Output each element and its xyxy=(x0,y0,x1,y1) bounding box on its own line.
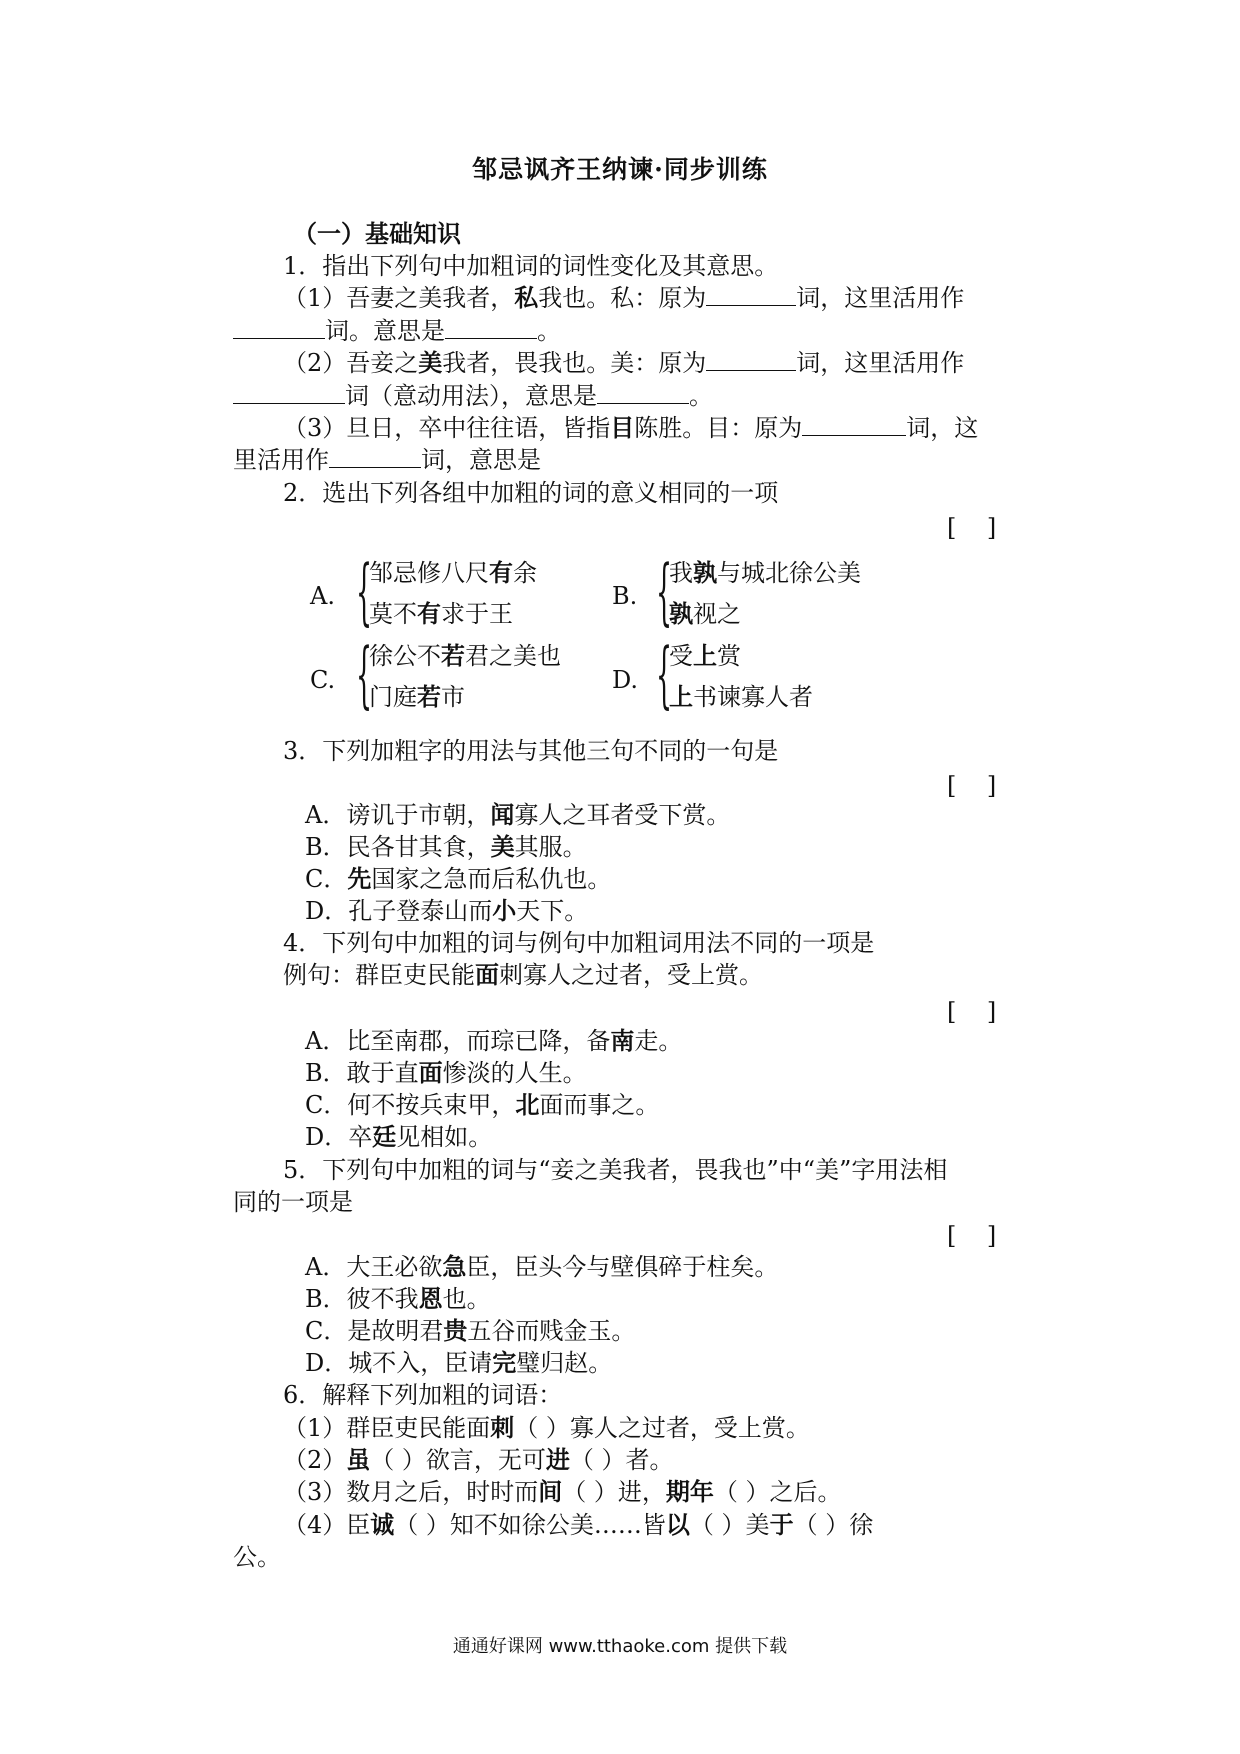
q2-stem: 2．选出下列各组中加粗的词的意义相同的一项 xyxy=(283,479,779,507)
bold-word: 期年 xyxy=(665,1477,714,1506)
fill-blank[interactable] xyxy=(233,316,325,339)
fill-blank[interactable] xyxy=(329,445,421,468)
q6-item-1 xyxy=(283,1413,810,1443)
q2-option-d-label: D. xyxy=(612,666,639,694)
text: 我 xyxy=(669,559,693,587)
text: 。 xyxy=(537,317,561,345)
q6-item-3 xyxy=(283,1477,842,1507)
q1-sub2-line2 xyxy=(233,381,713,411)
text: 求于王 xyxy=(441,600,513,628)
text: 璧归赵。 xyxy=(516,1349,613,1377)
text: 余 xyxy=(513,559,537,587)
bold-word: 小 xyxy=(492,896,517,925)
q4-option-a[interactable] xyxy=(305,1026,682,1056)
fill-blank[interactable] xyxy=(597,381,689,404)
text: 里活用作 xyxy=(233,446,329,474)
text: C．是故明君 xyxy=(305,1317,444,1345)
q2-option-b-line1 xyxy=(669,558,861,588)
q3-stem: 3．下列加粗字的用法与其他三句不同的一句是 xyxy=(283,737,779,765)
text: 受 xyxy=(669,642,693,670)
bold-word: 完 xyxy=(492,1348,517,1377)
bold-word: 闻 xyxy=(490,800,515,829)
q5-stem-line1: 5．下列句中加粗的词与“妾之美我者，畏我也”中“美”字用法相 xyxy=(283,1156,948,1184)
bold-word: 目 xyxy=(610,413,635,442)
text: 寡人之耳者受下赏。 xyxy=(514,801,731,829)
q2-option-d-line1 xyxy=(669,641,741,671)
text: A．谤讥于市朝， xyxy=(305,801,491,829)
text: （ ）欲言，无可 xyxy=(370,1446,546,1474)
q3-option-d[interactable] xyxy=(305,896,588,926)
q6-item-4-cont: 公。 xyxy=(233,1543,281,1571)
q6-item-2 xyxy=(283,1445,674,1475)
bold-word: 急 xyxy=(442,1252,467,1281)
left-brace-icon: { xyxy=(656,632,673,716)
text: 君之美也 xyxy=(465,642,561,670)
bold-word: 北 xyxy=(515,1090,540,1119)
text: B．民各甘其食， xyxy=(305,833,491,861)
text: 我也。私：原为 xyxy=(538,284,707,312)
text: 书谏寡人者 xyxy=(693,683,813,711)
bold-word: 虽 xyxy=(346,1445,371,1474)
text: （4）臣 xyxy=(283,1511,371,1539)
text: 词，这里活用作 xyxy=(796,284,965,312)
q4-option-d[interactable] xyxy=(305,1122,492,1152)
text: 刺寡人之过者，受上赏。 xyxy=(499,961,763,989)
q2-option-c-line1 xyxy=(369,641,561,671)
bold-word: 面 xyxy=(475,960,499,989)
q5-option-b[interactable] xyxy=(305,1284,491,1314)
q5-option-c[interactable] xyxy=(305,1316,635,1346)
q3-option-c[interactable] xyxy=(305,864,611,894)
bold-word: 廷 xyxy=(372,1122,397,1151)
answer-bracket[interactable]: [ ] xyxy=(947,998,997,1026)
bold-word: 若 xyxy=(441,641,465,670)
q6-stem: 6．解释下列加粗的词语： xyxy=(283,1381,563,1409)
bold-word: 有 xyxy=(489,558,513,587)
text: （ ）徐 xyxy=(793,1511,874,1539)
text: （1）吾妻之美我者， xyxy=(283,284,515,312)
q1-sub1-line2 xyxy=(233,316,561,346)
text: 邹忌修八尺 xyxy=(369,559,489,587)
q4-option-b[interactable] xyxy=(305,1058,587,1088)
text: （1）群臣吏民能 xyxy=(283,1414,467,1442)
bold-word: 面 xyxy=(418,1058,443,1087)
text: （3）旦日，卒中往往语，皆指 xyxy=(283,414,611,442)
q1-sub3-line2 xyxy=(233,445,541,475)
text: （ ）寡人之过者，受上赏。 xyxy=(514,1414,810,1442)
bold-word: 恩 xyxy=(418,1284,443,1313)
text: 。 xyxy=(689,382,713,410)
text: （ ）者。 xyxy=(569,1446,674,1474)
section-heading: （一）基础知识 xyxy=(293,219,461,248)
text: C．何不按兵束甲， xyxy=(305,1091,516,1119)
text: （3）数月之后，时时而 xyxy=(283,1478,539,1506)
q2-option-a-line2 xyxy=(369,599,513,629)
text: （ ）进， xyxy=(562,1478,666,1506)
fill-blank[interactable] xyxy=(706,283,796,306)
text: 视之 xyxy=(693,600,741,628)
fill-blank[interactable] xyxy=(802,413,906,436)
bold-word: 刺 xyxy=(490,1413,515,1442)
fill-blank[interactable] xyxy=(233,381,345,404)
text: 徐公不 xyxy=(369,642,441,670)
text: 我者，畏我也。美：原为 xyxy=(442,349,707,377)
q2-option-d-line2 xyxy=(669,682,813,712)
q2-option-c-line2 xyxy=(369,682,465,712)
q5-option-d[interactable] xyxy=(305,1348,612,1378)
text: D．城不入，臣请 xyxy=(305,1349,493,1377)
bold-word: 孰 xyxy=(669,599,693,628)
q3-option-b[interactable] xyxy=(305,832,587,862)
text: B．彼不我 xyxy=(305,1285,419,1313)
text: 见相如。 xyxy=(396,1123,493,1151)
bold-word: 间 xyxy=(538,1477,563,1506)
q5-option-a[interactable] xyxy=(305,1252,778,1282)
bold-word: 先 xyxy=(347,864,372,893)
page-title: 邹忌讽齐王纳谏·同步训练 xyxy=(472,155,768,184)
text: 词，这 xyxy=(906,414,979,442)
text: B．敢于直 xyxy=(305,1059,419,1087)
q1-sub3-line1 xyxy=(283,413,978,443)
bold-word: 私 xyxy=(514,283,539,312)
text: D．孔子登泰山而 xyxy=(305,897,493,925)
q1-sub1-line1 xyxy=(283,283,964,313)
text: 其服。 xyxy=(514,833,587,861)
text: 惨淡的人生。 xyxy=(442,1059,587,1087)
left-brace-icon: { xyxy=(656,549,673,633)
text: 与城北徐公美 xyxy=(717,559,861,587)
bold-word: 美 xyxy=(418,348,443,377)
text: 词。意思是 xyxy=(325,317,445,345)
left-brace-icon: { xyxy=(356,632,373,716)
q1-stem: 1．指出下列句中加粗词的词性变化及其意思。 xyxy=(283,252,779,280)
bold-word: 以 xyxy=(665,1510,690,1539)
q3-option-a[interactable] xyxy=(305,800,730,830)
q2-option-b-label: B. xyxy=(612,582,638,610)
q1-sub2-line1 xyxy=(283,348,964,378)
text: （ ）之后。 xyxy=(713,1478,842,1506)
q4-stem: 4．下列句中加粗的词与例句中加粗词用法不同的一项是 xyxy=(283,929,875,957)
q4-option-c[interactable] xyxy=(305,1090,659,1120)
text: 臣，臣头今与壁俱碎于柱矣。 xyxy=(466,1253,779,1281)
text: 国家之急而后私仇也。 xyxy=(371,865,612,893)
left-brace-icon: { xyxy=(356,549,373,633)
q5-stem-line2: 同的一项是 xyxy=(233,1188,353,1216)
text: 陈胜。目：原为 xyxy=(634,414,803,442)
q2-option-c-label: C. xyxy=(310,666,336,694)
q2-option-a-label: A. xyxy=(310,582,335,610)
text: 天下。 xyxy=(516,897,589,925)
bold-word: 进 xyxy=(545,1445,570,1474)
q4-example xyxy=(283,960,763,990)
q2-option-a-line1 xyxy=(369,558,537,588)
answer-bracket[interactable]: [ ] xyxy=(947,514,997,542)
text: 词，意思是 xyxy=(421,446,541,474)
answer-bracket[interactable]: [ ] xyxy=(947,772,997,800)
text: 面而事之。 xyxy=(539,1091,660,1119)
text: C． xyxy=(305,865,348,893)
text: 五谷而贱金玉。 xyxy=(467,1317,636,1345)
answer-bracket[interactable]: [ ] xyxy=(947,1222,997,1250)
text: 莫不 xyxy=(369,600,417,628)
bold-word: 诚 xyxy=(370,1510,395,1539)
text: 词，这里活用作 xyxy=(796,349,965,377)
text: 市 xyxy=(441,683,465,711)
text: 也。 xyxy=(442,1285,491,1313)
text: D．卒 xyxy=(305,1123,373,1151)
bold-word: 有 xyxy=(417,599,441,628)
q2-option-b-line2 xyxy=(669,599,741,629)
q6-item-4 xyxy=(283,1510,873,1540)
bold-word: 若 xyxy=(417,682,441,711)
text: （ ）美 xyxy=(689,1511,770,1539)
bold-word: 孰 xyxy=(693,558,717,587)
bold-word: 美 xyxy=(490,832,515,861)
bold-word: 于 xyxy=(769,1510,794,1539)
text: 例句：群臣吏民能 xyxy=(283,961,475,989)
bold-word: 上 xyxy=(669,682,693,711)
text: 走。 xyxy=(634,1027,683,1055)
text: A．比至南郡，而琮已降，备 xyxy=(305,1027,611,1055)
page-footer: 通通好课网 www.tthaoke.com 提供下载 xyxy=(452,1636,788,1657)
text: 赏 xyxy=(717,642,741,670)
text: （2） xyxy=(283,1446,347,1474)
fill-blank[interactable] xyxy=(445,316,537,339)
bold-word: 贵 xyxy=(443,1316,468,1345)
bold-word: 上 xyxy=(693,641,717,670)
bold-word: 南 xyxy=(610,1026,635,1055)
text: 门庭 xyxy=(369,683,417,711)
text: 面 xyxy=(466,1414,491,1442)
text: （ ）知不如徐公美……皆 xyxy=(394,1511,666,1539)
text: （2）吾妾之 xyxy=(283,349,419,377)
text: A．大王必欲 xyxy=(305,1253,443,1281)
fill-blank[interactable] xyxy=(706,348,796,371)
text: 词（意动用法），意思是 xyxy=(345,382,597,410)
